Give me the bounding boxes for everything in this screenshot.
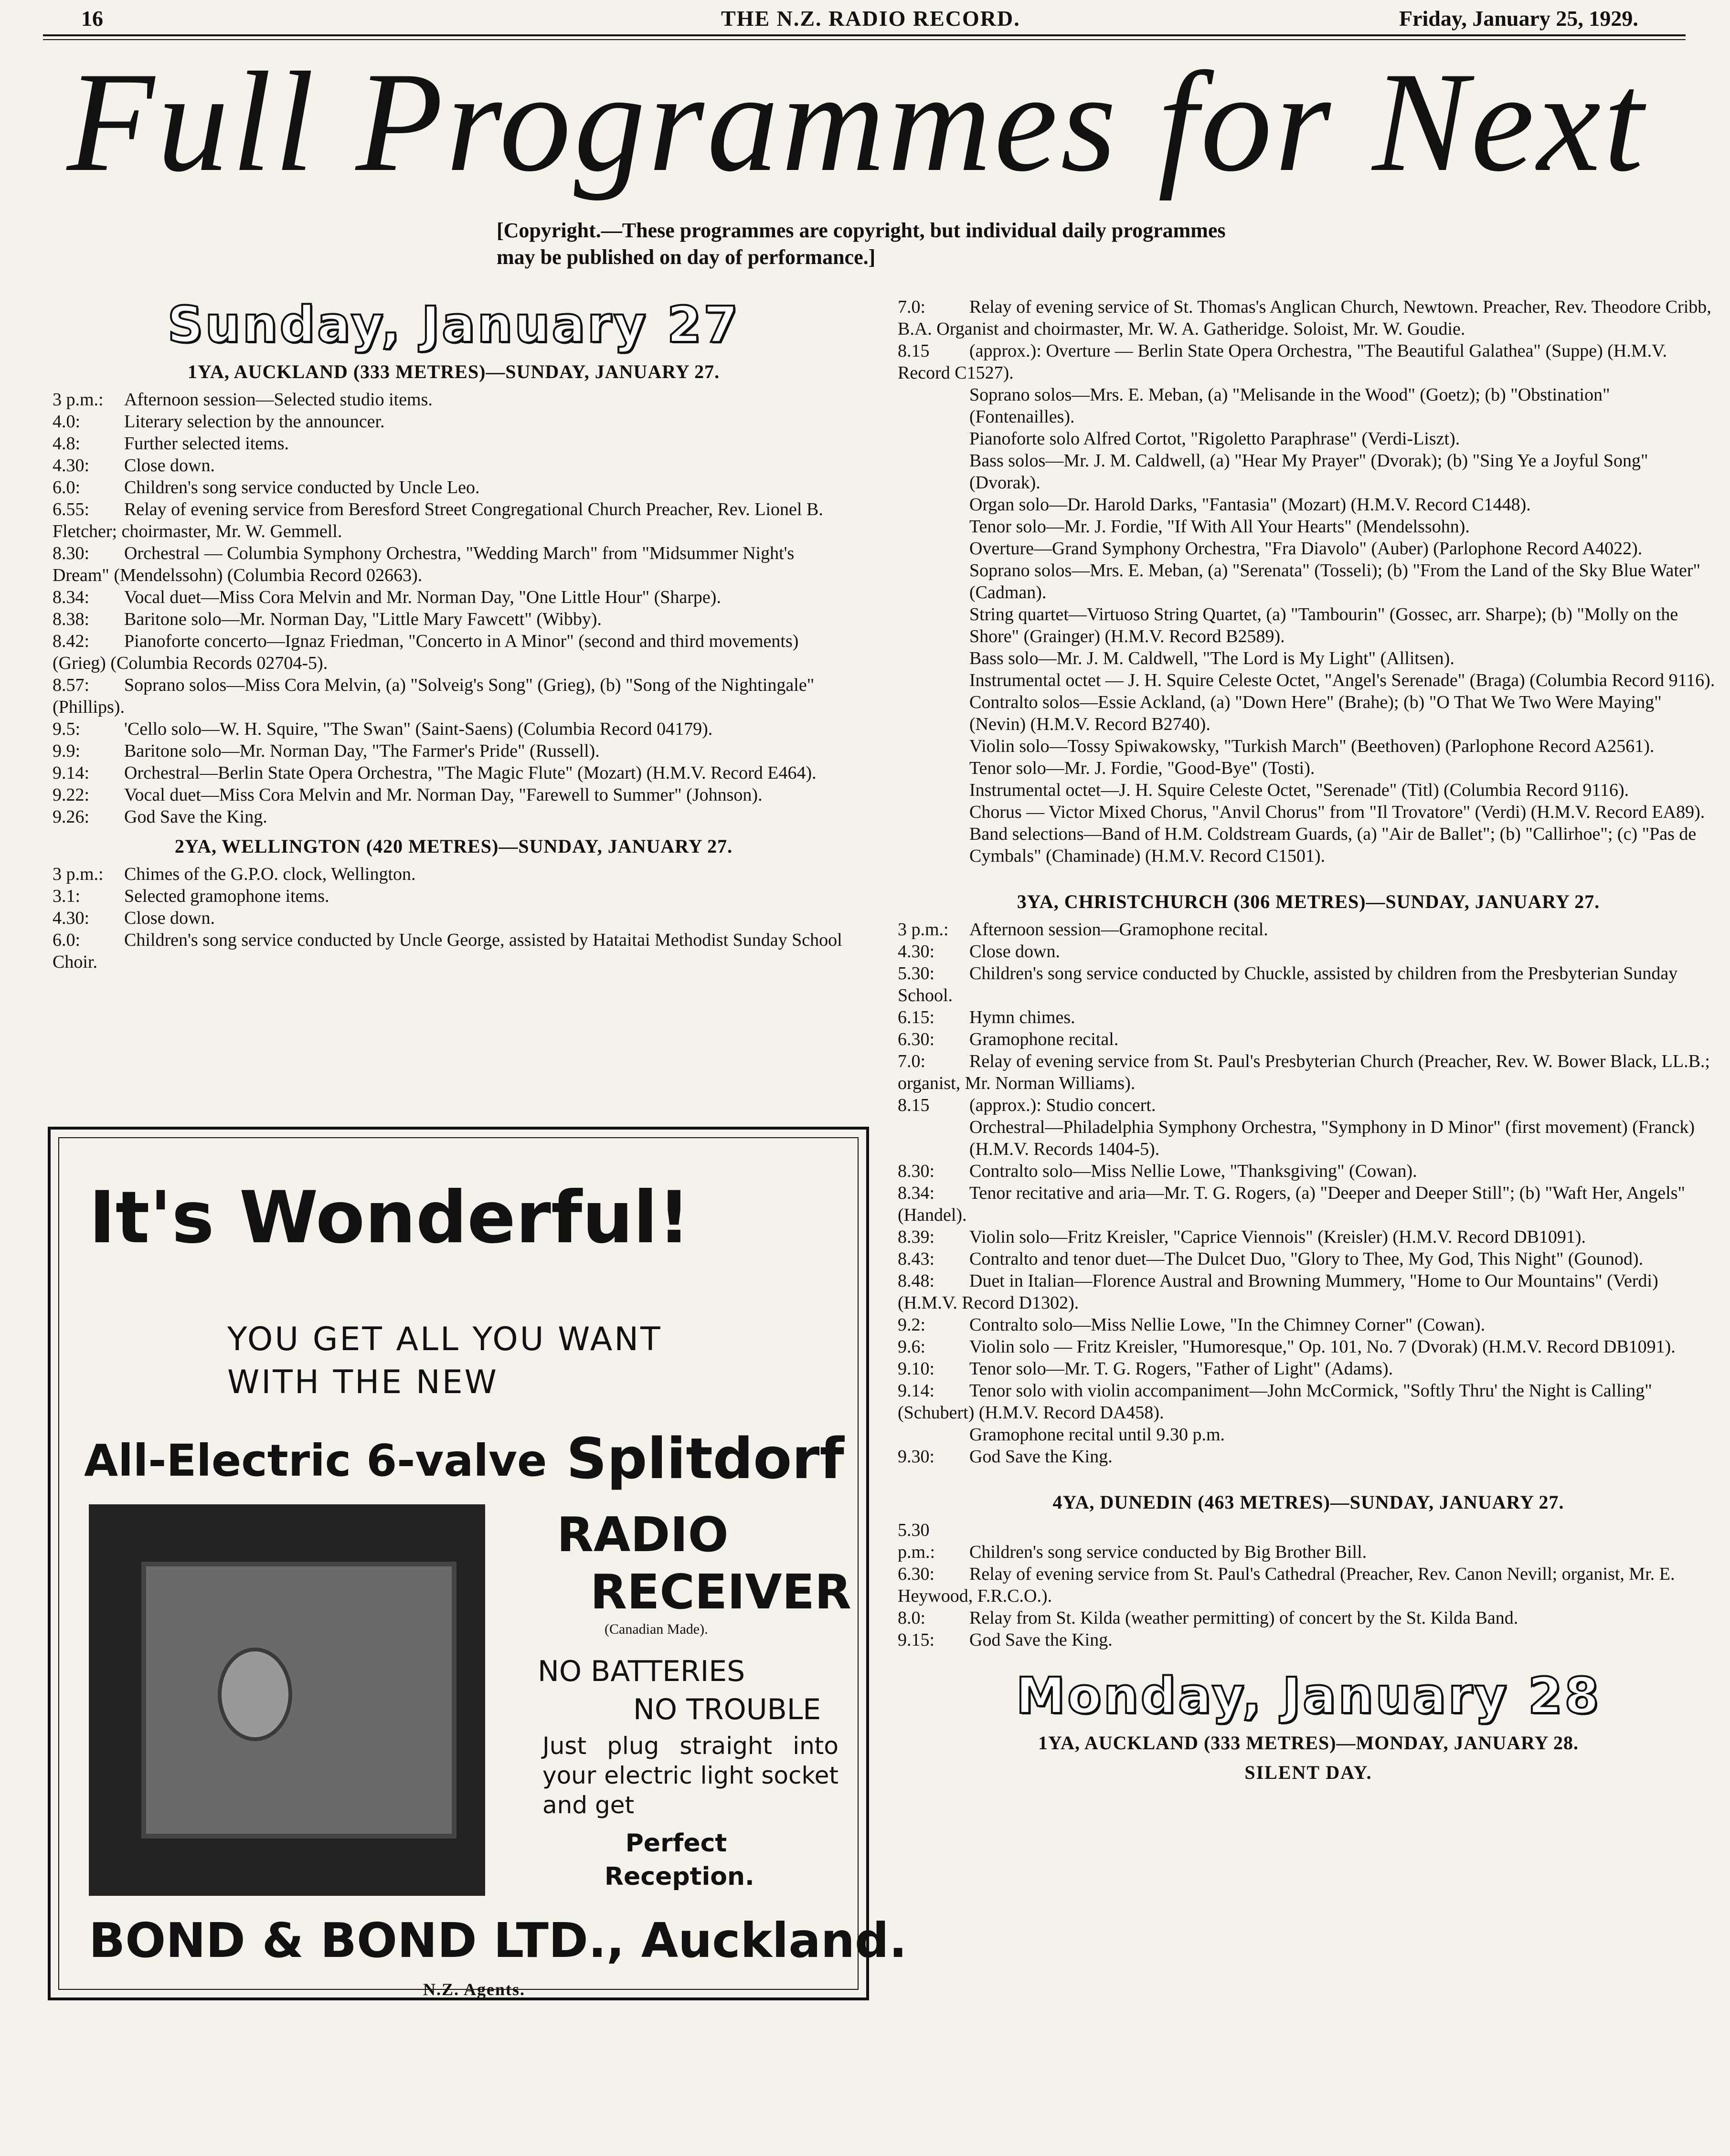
programme-text: Bass solo—Mr. J. M. Caldwell, "The Lord is My Light" (Allitsen). [969,648,1454,668]
programme-text: Hymn chimes. [969,1007,1075,1027]
programme-list-2ya [53,863,855,973]
left-column [53,296,855,973]
programme-item [53,762,855,784]
programme-time: 8.34: [53,587,90,607]
programme-time: 4.30: [53,908,90,928]
programme-item [53,498,855,542]
programme-list-2ya-continued [898,296,1719,867]
programme-time: 8.43: [898,1249,935,1269]
ad-perfect-reception [605,1827,754,1893]
ad-no-batteries: NO BATTERIES [538,1655,745,1688]
programme-text: Organ solo—Dr. Harold Darks, "Fantasia" (Mozart) (H.M.V. Record C1448). [969,495,1531,515]
programme-time: 8.34: [898,1183,935,1203]
programme-text: Gramophone recital until 9.30 p.m. [969,1425,1225,1445]
programme-text: Bass solos—Mr. J. M. Caldwell, (a) "Hear My Prayer" (Dvorak); (b) "Sing Ye a Joyful Song" (Dvorak). [969,451,1648,493]
programme-time: 4.8: [53,433,81,454]
programme-text: Pianoforte concerto—Ignaz Friedman, "Concerto in A Minor" (second and third movements) (Grieg) (Columbia Records 02704-5). [53,631,799,673]
programme-time: 6.0: [53,477,81,497]
page-number: 16 [81,6,103,31]
programme-item [53,674,855,718]
programme-text: Baritone solo—Mr. Norman Day, "Little Mary Fawcett" (Wibby). [124,609,602,629]
programme-item [898,1519,1719,1563]
programme-item [53,806,855,828]
programme-text: Relay from St. Kilda (weather permitting) of concert by the St. Kilda Band. [969,1608,1518,1628]
programme-item [898,296,1719,340]
programme-time: 9.26: [53,807,90,827]
programme-item [898,494,1719,516]
programme-item [53,630,855,674]
silent-day-note: SILENT DAY. [1244,1762,1372,1783]
programme-text: Violin solo—Fritz Kreisler, "Caprice Viennois" (Kreisler) (H.M.V. Record DB1091). [969,1227,1586,1247]
programme-text: Violin solo — Fritz Kreisler, "Humoresque," Op. 101, No. 7 (Dvorak) (H.M.V. Record DB1091). [969,1337,1676,1357]
station-heading-4ya: 4YA, DUNEDIN (463 METRES)—SUNDAY, JANUARY 27. [1052,1491,1564,1513]
programme-text: Children's song service conducted by Big Brother Bill. [969,1542,1367,1562]
programme-time: 9.9: [53,741,81,761]
programme-text: Duet in Italian—Florence Austral and Browning Mummery, "Home to Our Mountains" (Verdi) (H.M.V. Record D1302). [898,1271,1658,1313]
programme-text: (approx.): Overture — Berlin State Opera Orchestra, "The Beautiful Galathea" (Suppe) (H.M.V. Record C1527). [898,341,1667,383]
programme-item [898,603,1719,647]
programme-text: Children's song service conducted by Uncle George, assisted by Hataitai Methodist Sunday School Choir. [53,930,842,972]
page-header [43,4,1686,32]
spacer [898,1651,1719,1667]
programme-item [898,1358,1719,1380]
programme-item [53,476,855,498]
ad-perfect: Perfect [625,1829,727,1858]
programme-text: Gramophone recital. [969,1029,1119,1049]
programme-text: Tenor solo—Mr. J. Fordie, "If With All Your Hearts" (Mendelssohn). [969,517,1470,537]
programme-item [898,1116,1719,1160]
ad-line-3: All-Electric 6-valve [84,1435,547,1486]
programme-text: Soprano solos—Miss Cora Melvin, (a) "Solveig's Song" (Grieg), (b) "Song of the Nightingale" (Phillips). [53,675,815,717]
programme-text: God Save the King. [969,1447,1113,1467]
issue-date: Friday, January 25, 1929. [1399,6,1638,31]
programme-text: Relay of evening service from St. Paul's Presbyterian Church (Preacher, Rev. W. Bower Black, LL.B.; organist, Mr. Norman Williams). [898,1051,1710,1093]
programme-item [898,1006,1719,1028]
programme-text: Pianoforte solo Alfred Cortot, "Rigoletto Paraphrase" (Verdi-Liszt). [969,429,1460,449]
ad-no-trouble: NO TROUBLE [633,1693,821,1726]
programme-item [898,1160,1719,1182]
programme-item [898,823,1719,867]
programme-time: 3 p.m.: [53,390,104,410]
programme-time: 8.0: [898,1608,926,1628]
programme-text: Tenor solo with violin accompaniment—John McCormick, "Softly Thru' the Night is Calling" (Schubert) (H.M.V. Record DA458). [898,1381,1652,1423]
programme-item [898,340,1719,384]
programme-text: Afternoon session—Gramophone recital. [969,919,1268,940]
paper-name: THE N.Z. RADIO RECORD. [721,6,1020,31]
station-heading-1ya: 1YA, AUCKLAND (333 METRES)—SUNDAY, JANUARY 27. [187,361,720,382]
programme-time: 9.30: [898,1447,935,1467]
programme-text: Children's song service conducted by Uncle Leo. [124,477,480,497]
programme-text: String quartet—Virtuoso String Quartet, (a) "Tambourin" (Gossec, arr. Sharpe); (b) "Molly on the Shore" (Grainger) (H.M.V. Record B2589). [969,604,1678,646]
programme-time: 4.0: [53,412,81,432]
programme-item [898,647,1719,669]
programme-item [898,1563,1719,1607]
programme-item [53,542,855,586]
programme-item [898,1424,1719,1446]
programme-item [898,428,1719,450]
programme-time: 3.1: [53,886,81,906]
programme-item [898,1226,1719,1248]
programme-item [898,669,1719,691]
programme-time: 6.15: [898,1007,935,1027]
ad-receiver: RECEIVER [590,1564,851,1620]
ad-title: It's Wonderful! [89,1176,690,1259]
programme-text: Violin solo—Tossy Spiwakowsky, "Turkish March" (Beethoven) (Parlophone Record A2561). [969,736,1655,756]
programme-text: Tenor solo—Mr. J. Fordie, "Good-Bye" (Tosti). [969,758,1315,778]
programme-text: Further selected items. [124,433,289,454]
programme-item [53,433,855,454]
programme-item [898,1094,1719,1116]
station-heading-3ya: 3YA, CHRISTCHURCH (306 METRES)—SUNDAY, JANUARY 27. [1017,891,1600,912]
header-rule [43,34,1686,36]
programme-item [53,389,855,411]
programme-time: 8.57: [53,675,90,695]
programme-item [898,1182,1719,1226]
programme-item [898,919,1719,941]
station-heading-1ya-monday: 1YA, AUCKLAND (333 METRES)—MONDAY, JANUARY 28. [1038,1732,1579,1754]
programme-text: Close down. [124,455,215,476]
programme-text: Chorus — Victor Mixed Chorus, "Anvil Chorus" from "Il Trovatore" (Verdi) (H.M.V. Record EA89). [969,802,1705,822]
radio-dial-shape [218,1648,292,1741]
programme-time: 9.10: [898,1359,935,1379]
programme-item [53,411,855,433]
programme-time: 5.30 p.m.: [898,1520,935,1562]
programme-text: Overture—Grand Symphony Orchestra, "Fra Diavolo" (Auber) (Parlophone Record A4022). [969,539,1643,559]
programme-item [898,691,1719,735]
programme-item [898,779,1719,801]
programme-item [53,907,855,929]
splitdorf-advertisement [48,1127,907,2000]
programme-item [53,885,855,907]
spacer [898,1468,1719,1484]
ad-line-1: YOU GET ALL YOU WANT [227,1321,662,1358]
programme-text: Selected gramophone items. [124,886,329,906]
programme-time: 9.14: [53,763,90,783]
programme-item [898,757,1719,779]
programme-text: Tenor solo—Mr. T. G. Rogers, "Father of Light" (Adams). [969,1359,1393,1379]
programme-item [53,586,855,608]
page-headline: Full Programmes for Next [67,42,1646,201]
programme-item [898,560,1719,603]
programme-text: Relay of evening service from St. Paul's Cathedral (Preacher, Rev. Canon Nevill; organist, Mr. E. Heywood, F.R.C.O.). [898,1564,1675,1606]
programme-text: Relay of evening service from Beresford Street Congregational Church Preacher, Rev. Lionel B. Fletcher; choirmaster, Mr. W. Gemmell. [53,499,823,541]
programme-text: Tenor recitative and aria—Mr. T. G. Rogers, (a) "Deeper and Deeper Still"; (b) "Waft Her, Angels" (Handel). [898,1183,1685,1225]
programme-time: 9.22: [53,785,90,805]
programme-text: God Save the King. [969,1630,1113,1650]
ad-plug-text: Just plug straight into your electric light socket and get [542,1732,838,1819]
station-heading-2ya: 2YA, WELLINGTON (420 METRES)—SUNDAY, JANUARY 27. [174,835,733,857]
programme-text: Band selections—Band of H.M. Coldstream Guards, (a) "Air de Ballet"; (b) "Callirhoe"; (c) "Pas de Cymbals" (Chaminade) (H.M.V. Record C1501). [969,824,1697,866]
programme-text: Orchestral—Berlin State Opera Orchestra, "The Magic Flute" (Mozart) (H.M.V. Record E464). [124,763,817,783]
programme-time: 8.38: [53,609,90,629]
programme-list-4ya [898,1519,1719,1651]
programme-time: 7.0: [898,297,926,317]
programme-time: 4.30: [53,455,90,476]
programme-time: 8.15 [898,341,930,361]
programme-item [898,735,1719,757]
programme-item [53,740,855,762]
ad-company: BOND & BOND LTD., Auckland. [89,1913,907,1968]
programme-text: Contralto solo—Miss Nellie Lowe, "In the Chimney Corner" (Cowan). [969,1315,1486,1335]
programme-time: 9.15: [898,1630,935,1650]
programme-text: Close down. [969,941,1060,962]
programme-item [898,1028,1719,1050]
programme-item [898,384,1719,428]
programme-list-3ya [898,919,1719,1468]
programme-time: 8.30: [53,543,90,563]
programme-time: 9.5: [53,719,81,739]
programme-text: Orchestral — Columbia Symphony Orchestra, "Wedding March" from "Midsummer Night's Dream" (Mendelssohn) (Columbia Record 02663). [53,543,795,585]
programme-text: Orchestral—Philadelphia Symphony Orchestra, "Symphony in D Minor" (first movement) (Franck) (H.M.V. Records 1404-5). [969,1117,1695,1159]
programme-time: 5.30: [898,963,935,983]
programme-text: Soprano solos—Mrs. E. Meban, (a) "Serenata" (Tosseli); (b) "From the Land of the Sky Blue Water" (Cadman). [969,560,1700,602]
programme-text: Relay of evening service of St. Thomas's Anglican Church, Newtown. Preacher, Rev. Theodore Cribb, B.A. Organist and choirmaster, Mr. W. A. Gatheridge. Soloist, Mr. W. Goudie. [898,297,1711,339]
programme-text: Contralto and tenor duet—The Dulcet Duo, "Glory to Thee, My God, This Night" (Gounod). [969,1249,1644,1269]
programme-item [898,962,1719,1006]
programme-text: Children's song service conducted by Chuckle, assisted by children from the Presbyterian Sunday School. [898,963,1678,1005]
programme-time: 6.55: [53,499,90,519]
programme-text: Baritone solo—Mr. Norman Day, "The Farmer's Pride" (Russell). [124,741,600,761]
programme-item [898,450,1719,494]
day-heading-sunday: Sunday, January 27 [167,296,740,354]
programme-text: Instrumental octet—J. H. Squire Celeste Octet, "Serenade" (Titl) (Columbia Record 9116). [969,780,1629,800]
programme-time: 8.30: [898,1161,935,1181]
programme-text: Vocal duet—Miss Cora Melvin and Mr. Norman Day, "One Little Hour" (Sharpe). [124,587,721,607]
right-column [898,296,1719,1784]
programme-text: (approx.): Studio concert. [969,1095,1156,1115]
programme-item [898,1607,1719,1629]
programme-item [53,608,855,630]
programme-item [898,1336,1719,1358]
programme-text: Instrumental octet — J. H. Squire Celeste Octet, "Angel's Serenade" (Braga) (Columbia Record 9116). [969,670,1715,690]
programme-item [53,863,855,885]
programme-time: 6.0: [53,930,81,950]
programme-time: 9.14: [898,1381,935,1401]
radio-receiver-illustration [89,1504,485,1896]
day-heading-monday: Monday, January 28 [1016,1667,1601,1725]
copyright-notice: [Copyright.—These programmes are copyright, but individual daily programmes may be published on day of performance.] [497,219,1226,269]
programme-time: 3 p.m.: [53,864,104,884]
ad-line-2: WITH THE NEW [227,1363,499,1401]
programme-time: 8.48: [898,1271,935,1291]
programme-item [898,801,1719,823]
programme-text: Literary selection by the announcer. [124,412,385,432]
programme-text: Afternoon session—Selected studio items. [124,390,433,410]
programme-item [898,538,1719,560]
ad-agents: N.Z. Agents. [423,1980,526,1999]
programme-time: 9.6: [898,1337,926,1357]
programme-text: Vocal duet—Miss Cora Melvin and Mr. Norman Day, "Farewell to Summer" (Johnson). [124,785,763,805]
spacer [898,867,1719,883]
programme-time: 4.30: [898,941,935,962]
programme-item [53,784,855,806]
programme-time: 6.30: [898,1029,935,1049]
programme-text: 'Cello solo—W. H. Squire, "The Swan" (Saint-Saens) (Columbia Record 04179). [124,719,713,739]
programme-text: Contralto solos—Essie Ackland, (a) "Down Here" (Brahe); (b) "O That We Two Were Maying" (Nevin) (H.M.V. Record B2740). [969,692,1662,734]
programme-item [53,718,855,740]
programme-time: 8.42: [53,631,90,651]
programme-item [898,941,1719,962]
ad-canadian-made: (Canadian Made). [605,1621,708,1637]
programme-time: 6.30: [898,1564,935,1584]
header-rule-thin [43,39,1686,40]
programme-time: 8.39: [898,1227,935,1247]
programme-item [898,1314,1719,1336]
programme-time: 3 p.m.: [898,919,949,940]
programme-text: God Save the King. [124,807,267,827]
programme-time: 9.2: [898,1315,926,1335]
programme-item [898,1248,1719,1270]
programme-item [898,1270,1719,1314]
ad-brand: Splitdorf [566,1426,844,1491]
programme-item [898,1446,1719,1468]
programme-text: Contralto solo—Miss Nellie Lowe, "Thanksgiving" (Cowan). [969,1161,1417,1181]
programme-text: Close down. [124,908,215,928]
programme-item [53,929,855,973]
programme-item [898,1629,1719,1651]
programme-item [898,516,1719,538]
programme-text: Soprano solos—Mrs. E. Meban, (a) "Melisande in the Wood" (Goetz); (b) "Obstination" (Fontenailles). [969,385,1610,427]
ad-radio: RADIO [557,1507,729,1563]
programme-item [898,1050,1719,1094]
programme-item [53,454,855,476]
programme-time: 8.15 [898,1095,930,1115]
programme-item [898,1380,1719,1424]
programme-list-1ya [53,389,855,828]
programme-time: 7.0: [898,1051,926,1071]
programme-text: Chimes of the G.P.O. clock, Wellington. [124,864,416,884]
ad-reception: Reception. [605,1862,754,1891]
radio-cabinet-shape [141,1562,456,1839]
